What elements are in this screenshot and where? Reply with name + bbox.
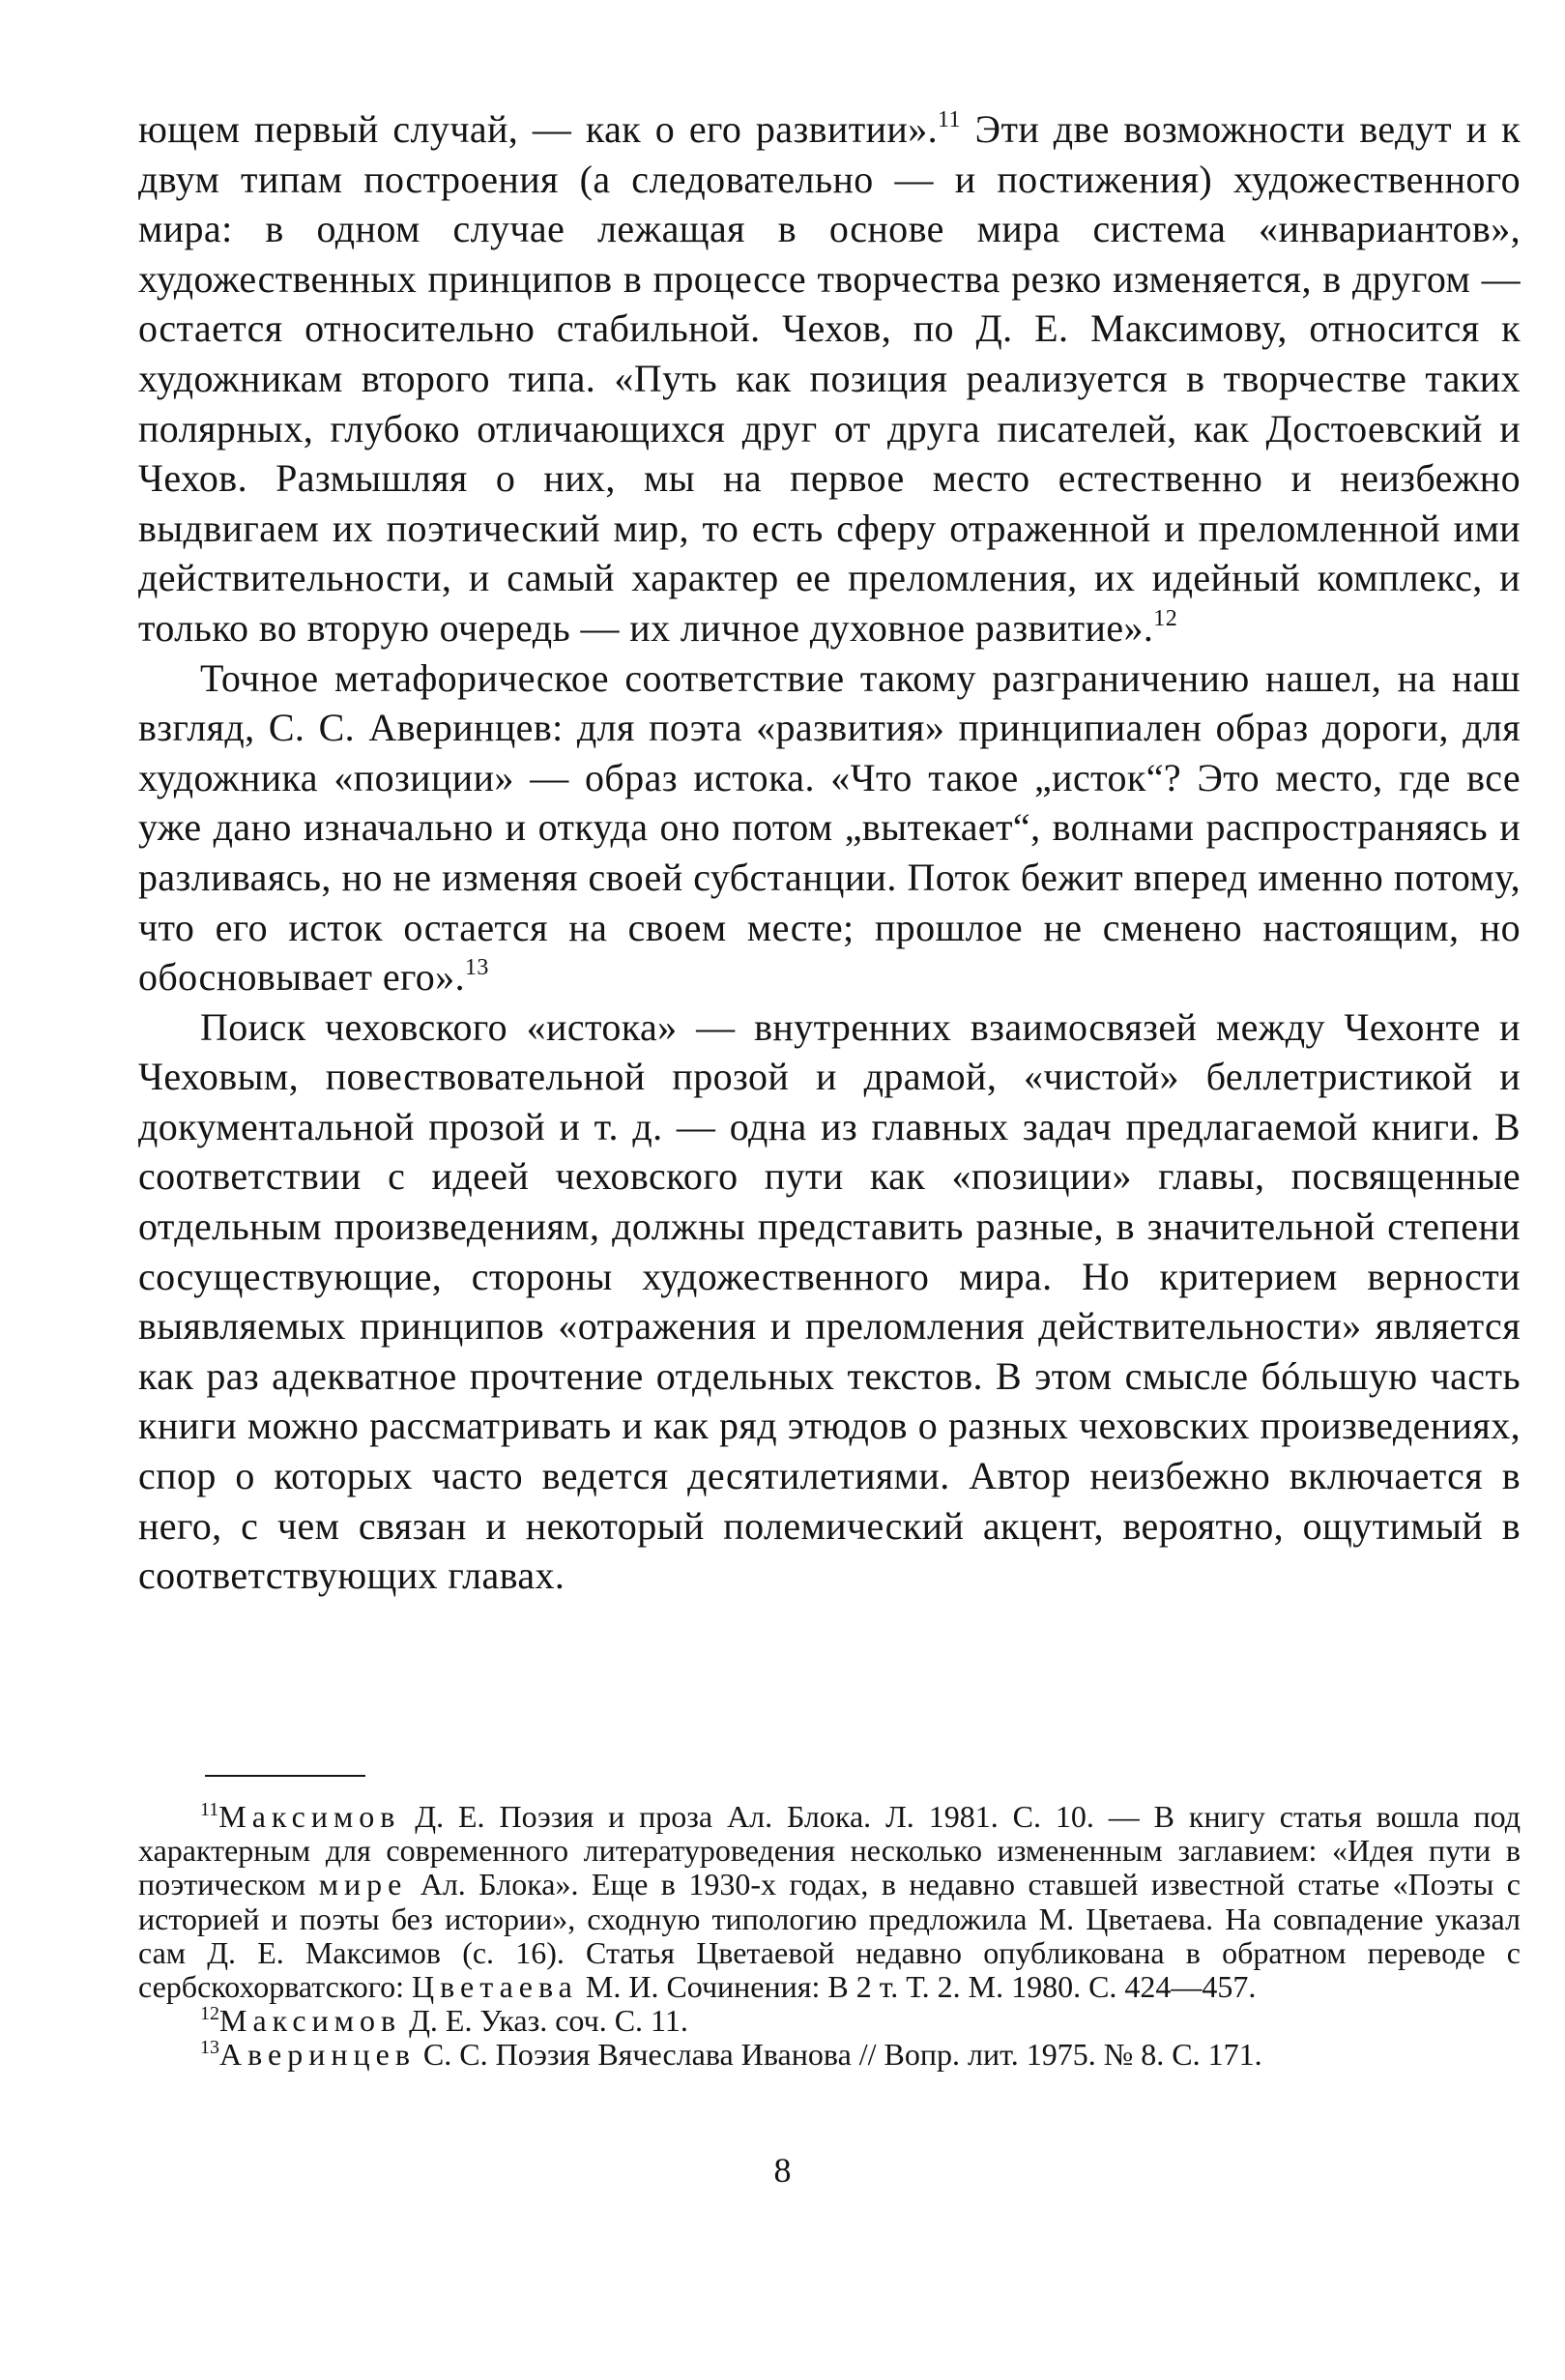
footnote-ref-11: 11 bbox=[938, 107, 961, 132]
footnote-13 bbox=[138, 2038, 1521, 2072]
footnote-11 bbox=[138, 1800, 1521, 2004]
footnote-ref-13: 13 bbox=[464, 955, 489, 981]
footnote-separator bbox=[205, 1775, 365, 1777]
footnote-text: Ал. Блока». Еще в 1930-х годах, в недавно ставшей известной статье «Поэты с историей и поэты без истории», сходную типологию предложила М. Цветаева. На совпадение указал сам Д. Е. Максимов (с. 16). Статья Цветаевой недавно опубликована в обратном переводе с сербскохорватского: bbox=[138, 1867, 1522, 2005]
main-text bbox=[138, 104, 1521, 1601]
paragraph-1 bbox=[138, 104, 1521, 653]
footnote-number: 12 bbox=[200, 2003, 219, 2025]
paragraph-2 bbox=[138, 653, 1521, 1002]
footnote-text: Д. Е. Указ. соч. С. 11. bbox=[401, 2003, 688, 2039]
paragraph-3 bbox=[138, 1002, 1521, 1601]
footnote-spaced-author: Цветаева bbox=[411, 1969, 578, 2005]
paragraph-3-text: Поиск чеховского «истока» — внутренних взаимосвязей между Чехонте и Чеховым, повествовательной прозой и драмой, «чистой» беллетристикой и документальной прозой и т. д. — одна из главных задач предлагаемой книги. В соответствии с идеей чеховского пути как «позиции» главы, посвященные отдельным произведениям, должны представить разные, в значительной степени сосуществующие, стороны художественного мира. Но критерием верности выявляемых принципов «отражения и преломления действительности» является как раз адекватное прочтение отдельных текстов. В этом смысле бóльшую часть книги можно рассматривать и как ряд этюдов о разных чеховских произведениях, спор о которых часто ведется десятилетиями. Автор неизбежно включается в него, с чем связан и некоторый полемический акцент, вероятно, ощутимый в соответствующих главах. bbox=[138, 1004, 1521, 1598]
footnote-author: Максимов bbox=[218, 1799, 401, 1834]
paragraph-2-text: Точное метафорическое соответствие такому разграничению нашел, на наш взгляд, С. С. Аверинцев: для поэта «развития» принципиален образ дороги, для художника «позиции» — образ истока. «Что такое „исток“? Это место, где все уже дано изначально и откуда оно потом „вытекает“, волнами распространяясь и разливаясь, но не изменяя своей субстанции. Поток бежит вперед именно потому, что его исток остается на своем месте; прошлое не сменено настоящим, но обосновывает его». bbox=[138, 655, 1521, 1000]
footnote-spaced-word: мире bbox=[318, 1867, 408, 1902]
footnote-author: Максимов bbox=[219, 2003, 402, 2039]
footnote-number: 11 bbox=[200, 1799, 219, 1820]
footnote-ref-12: 12 bbox=[1153, 605, 1178, 631]
footnote-text: М. И. Сочинения: В 2 т. Т. 2. М. 1980. С. 424—457. bbox=[577, 1969, 1257, 2005]
paragraph-1-text-cont: Эти две возможности ведут и к двум типам построения (а следовательно — и постижения) художественного мира: в одном случае лежащая в основе мира система «инвариантов», художественных принципов в процессе творчества резко изменяется, в другом — остается относительно стабильной. Чехов, по Д. Е. Максимову, относится к художникам второго типа. «Путь как позиция реализуется в творчестве таких полярных, глубоко отличающихся друг от друга писателей, как Достоевский и Чехов. Размышляя о них, мы на первое место естественно и неизбежно выдвигаем их поэтический мир, то есть сферу отраженной и преломленной ими действительности, и самый характер ее преломления, их идейный комплекс, и только во вторую очередь — их личное духовное развитие». bbox=[138, 107, 1521, 650]
paragraph-1-text: ющем первый случай, — как о его развитии». bbox=[138, 107, 939, 151]
footnotes bbox=[138, 1800, 1521, 2073]
footnote-number: 13 bbox=[200, 2037, 219, 2059]
footnote-author: Аверинцев bbox=[219, 2037, 416, 2073]
footnote-12 bbox=[138, 2004, 1521, 2038]
footnote-text: Д. Е. Поэзия и проза Ал. Блока. Л. 1981. С. 10. — В книгу статья вошла под характерным для современного литературоведения несколько измененным заглавием: «Идея пути в поэтическом bbox=[138, 1799, 1521, 1902]
footnote-text: С. С. Поэзия Вячеслава Иванова // Вопр. лит. 1975. № 8. С. 171. bbox=[415, 2037, 1262, 2073]
page-number: 8 bbox=[773, 2151, 792, 2190]
